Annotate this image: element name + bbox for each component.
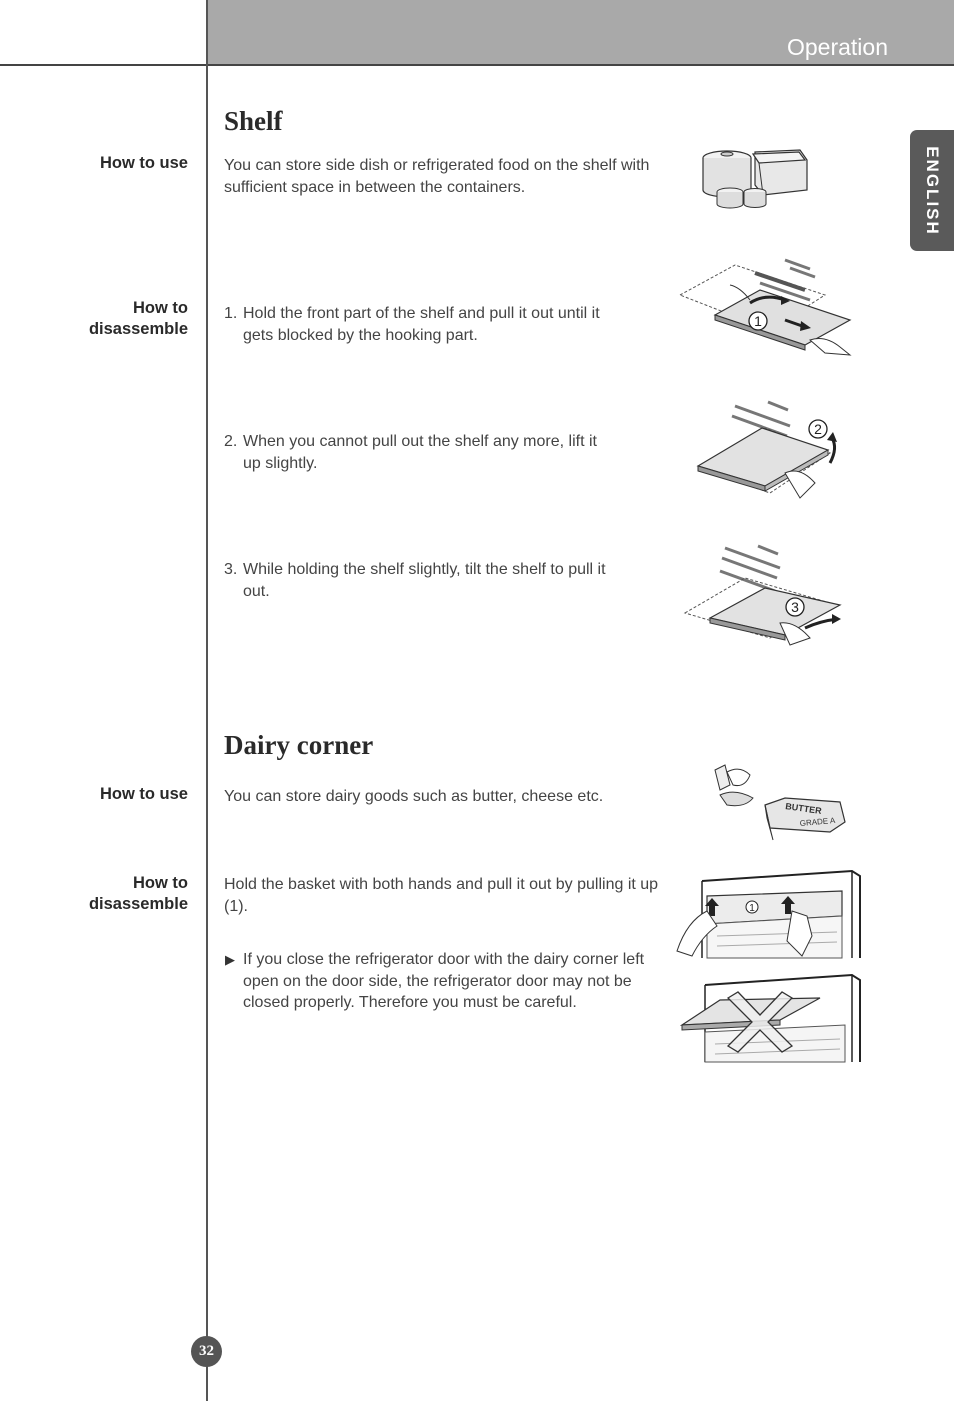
step-text: While holding the shelf slightly, tilt the shelf to pull it out. bbox=[243, 561, 606, 600]
step-text: Hold the front part of the shelf and pull it out until it gets blocked by the hooking part. bbox=[243, 305, 600, 344]
shelf-step-3-illustration bbox=[680, 543, 855, 653]
dairy-basket-removal-illustration bbox=[672, 866, 862, 961]
step-number: 1. bbox=[224, 305, 238, 322]
dairy-door-warning-illustration bbox=[680, 970, 862, 1065]
section-title-shelf: Shelf bbox=[224, 106, 283, 136]
left-margin-rule bbox=[206, 0, 208, 1401]
caution-text: If you close the refrigerator door with the dairy corner left open on the door side, the refrigerator door may not be closed properly. Therefore you must be careful. bbox=[243, 951, 645, 1011]
shelf-step-1 bbox=[224, 303, 604, 346]
step-text: When you cannot pull out the shelf any more, lift it up slightly. bbox=[243, 433, 597, 472]
page-number: 32 bbox=[191, 1336, 222, 1367]
step-number: 3. bbox=[224, 561, 238, 578]
header-rule bbox=[0, 64, 954, 66]
dairy-how-to-use-text: You can store dairy goods such as butter, cheese etc. bbox=[224, 788, 604, 805]
header-title: Operation bbox=[786, 34, 888, 60]
step-marker: 3 bbox=[791, 599, 799, 615]
dairy-caution-note bbox=[224, 949, 664, 1014]
shelf-step-2 bbox=[224, 431, 604, 474]
header-band bbox=[207, 0, 954, 65]
shelf-how-to-use-text: You can store side dish or refrigerated food on the shelf with sufficient space in between the containers. bbox=[224, 157, 650, 196]
bullet-arrow-icon: ▶ bbox=[225, 952, 235, 967]
step-marker: 2 bbox=[814, 421, 822, 437]
shelf-how-to-use-label: How to use bbox=[99, 154, 188, 172]
language-tab-label: ENGLISH bbox=[923, 145, 942, 236]
shelf-step-1-illustration bbox=[675, 255, 860, 365]
butter-label: BUTTER bbox=[784, 801, 823, 817]
dairy-disassemble-label: How to disassemble bbox=[88, 874, 188, 913]
dairy-disassemble-text: Hold the basket with both hands and pull it out by pulling it up (1). bbox=[224, 876, 659, 915]
dairy-goods-illustration bbox=[705, 760, 850, 845]
dairy-how-to-use-label: How to use bbox=[99, 785, 188, 803]
butter-grade: GRADE A bbox=[799, 815, 836, 828]
step-marker: 1 bbox=[754, 313, 762, 329]
food-containers-illustration bbox=[695, 140, 815, 215]
section-title-dairy-corner: Dairy corner bbox=[224, 730, 374, 760]
language-tab bbox=[910, 130, 954, 251]
shelf-disassemble-label: How to disassemble bbox=[88, 299, 188, 338]
shelf-step-2-illustration bbox=[690, 398, 850, 513]
shelf-step-3 bbox=[224, 559, 609, 602]
step-number: 2. bbox=[224, 433, 238, 450]
basket-marker: 1 bbox=[749, 903, 755, 914]
